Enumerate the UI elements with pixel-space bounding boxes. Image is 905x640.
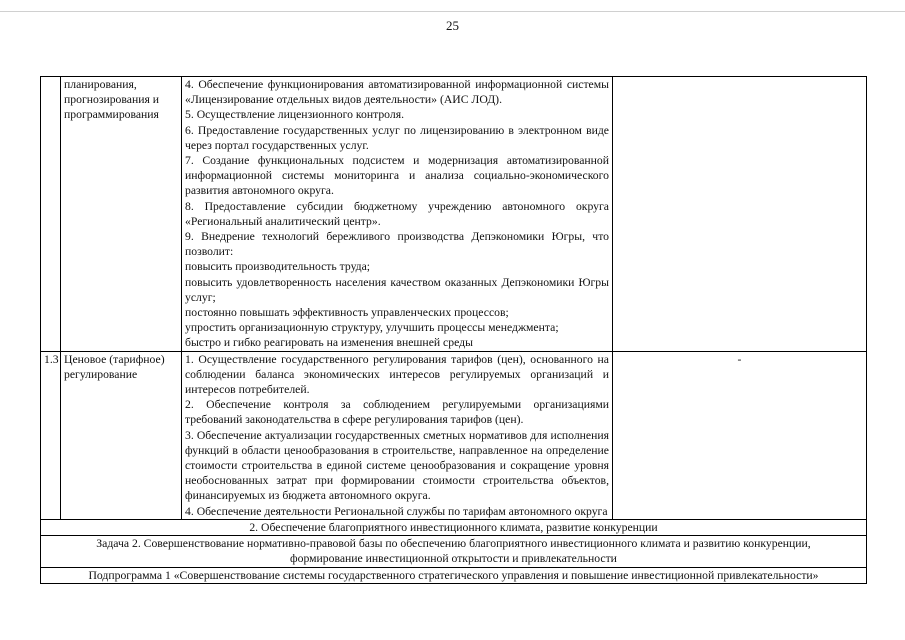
- scan-edge-line: [0, 11, 905, 12]
- list-item: 6. Предоставление государственных услуг по лицензированию в электронном виде через портал государственных услуг.: [185, 123, 609, 152]
- page-number: 25: [446, 18, 459, 33]
- measure-name-line: прогнозирования и: [64, 93, 160, 107]
- list-item: 2. Обеспечение контроля за соблюдением регулируемыми организациями требований законодательства в сфере регулирования тарифов (цен).: [185, 398, 609, 427]
- list-item: 5. Осуществление лицензионного контроля.: [185, 108, 404, 122]
- list-item: упростить организационную структуру, улучшить процессы менеджмента;: [185, 321, 559, 335]
- measure-name-line: планирования,: [64, 78, 137, 91]
- task-heading-line: Задача 2. Совершенствование нормативно-правовой базы по обеспечению благоприятного инвестиционного климата и развитию конкуренции,: [96, 537, 811, 551]
- list-item: повысить производительность труда;: [185, 260, 371, 274]
- list-item: повысить удовлетворенность населения качеством оказанных Депэкономики Югры услуг;: [185, 275, 609, 304]
- list-item: постоянно повышать эффективность управленческих процессов;: [185, 306, 509, 320]
- measure-name-cell: Ценовое (тарифное) регулирование: [61, 351, 182, 519]
- list-item: 4. Обеспечение деятельности Региональной службы по тарифам автономного округа: [185, 504, 608, 518]
- task-heading-line: формирование инвестиционной открытости и привлекательности: [290, 552, 617, 566]
- measure-name-cell: [61, 77, 182, 352]
- list-item: 3. Обеспечение актуализации государственных сметных нормативов для исполнения функций в области ценообразования в строительстве, направленное на определение стоимости строительства в единой системе ценообразования и сокращение уровня необоснованных затрат при формировании стоимости строительства объектов, финансируемых из бюджета автономного округа.: [185, 428, 609, 503]
- list-item: быстро и гибко реагировать на изменения внешней среды: [185, 336, 473, 350]
- list-item: 9. Внедрение технологий бережливого производства Депэкономики Югры, что позволит:: [185, 230, 609, 259]
- dash-mark: -: [737, 352, 742, 366]
- empty-cell: [613, 77, 867, 352]
- subprogram-row: [41, 567, 867, 583]
- mark-cell: [613, 351, 867, 519]
- measures-table: [40, 76, 867, 584]
- measures-list-cell: [182, 77, 613, 352]
- task-heading: [41, 536, 867, 567]
- row-number-cell: 1.3: [41, 351, 61, 519]
- task-row: [41, 536, 867, 567]
- measure-name-line: программирования: [64, 108, 159, 122]
- table-row: [41, 77, 867, 352]
- section-heading: 2. Обеспечение благоприятного инвестиционного климата, развитие конкуренции: [41, 519, 867, 535]
- section-row: [41, 519, 867, 535]
- table-row: [41, 351, 867, 519]
- list-item: 8. Предоставление субсидии бюджетному учреждению автономного округа «Региональный аналитический центр».: [185, 199, 609, 228]
- list-item: 1. Осуществление государственного регулирования тарифов (цен), основанного на соблюдении баланса экономических интересов регулируемых организаций и интересов потребителей.: [185, 352, 609, 397]
- row-number-cell: [41, 77, 61, 352]
- measures-list-cell: [182, 351, 613, 519]
- subprogram-heading: Подпрограмма 1 «Совершенствование системы государственного стратегического управления и повышение инвестиционной привлекательности»: [41, 567, 867, 583]
- list-item: 7. Создание функциональных подсистем и модернизация автоматизированной информационной системы мониторинга и анализа социально-экономического развития автономного округа.: [185, 154, 609, 198]
- list-item: 4. Обеспечение функционирования автоматизированной информационной системы «Лицензирование отдельных видов деятельности» (АИС ЛОД).: [185, 78, 609, 107]
